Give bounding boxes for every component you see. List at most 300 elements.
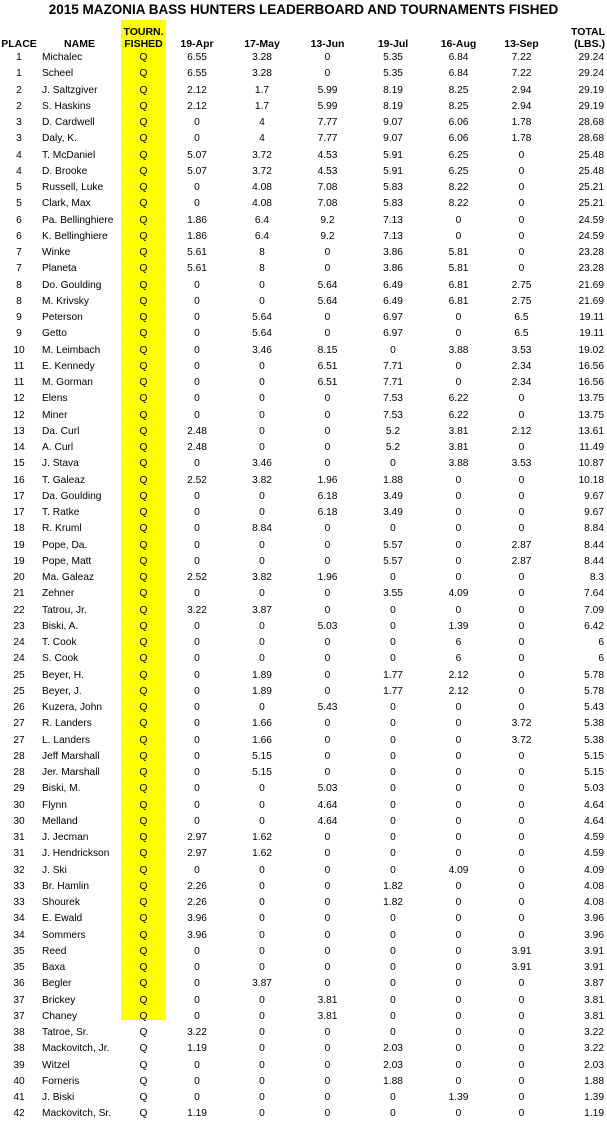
name-cell: E. Ewald [42,913,83,925]
place-cell: 36 [13,978,25,990]
date-5-cell: 4.09 [448,588,469,600]
date-1-cell: 0 [194,328,200,340]
fished-cell: Q [139,133,148,145]
date-1-cell: 2.97 [187,832,207,843]
date-2-cell: 0 [259,490,265,502]
total-cell: 5.15 [584,767,604,778]
date-5-cell: 3.81 [448,425,469,437]
date-6-cell: 2.87 [511,539,532,551]
date-6-cell: 0 [518,393,525,405]
date-2-cell: 0 [259,620,265,632]
name-cell: Clark, Max [42,198,91,210]
date-6-cell: 3.72 [511,718,532,730]
name-cell: Scheel [42,68,74,80]
place-cell: 3 [16,117,22,128]
name-cell: M. Gorman [42,377,93,388]
name-cell: Mackovitch, Jr. [42,1043,110,1055]
place-cell: 4 [16,149,22,161]
date-5-cell: 0 [455,328,462,340]
table-row [0,1058,607,1074]
total-cell: 28.68 [578,117,604,128]
table-row [0,50,607,66]
fished-cell: Q [139,1108,148,1120]
place-cell: 27 [13,734,25,746]
table-row [0,619,607,635]
fished-cell: Q [139,945,148,957]
fished-cell: Q [139,507,148,518]
date-1-cell: 5.61 [187,247,207,258]
place-cell: 1 [16,68,22,80]
date-4-cell: 0 [390,799,396,811]
header-date-4: 19-Jul [377,38,409,50]
fished-cell: Q [139,214,148,226]
date-6-cell: 0 [518,799,525,811]
date-6-cell: 0 [518,783,525,795]
date-2-cell: 5.15 [252,750,272,762]
date-6-cell: 0 [518,409,525,421]
date-3-cell: 5.03 [317,783,338,795]
date-1-cell: 0 [194,1075,200,1087]
total-cell: 19.11 [579,312,604,323]
table-row [0,245,607,261]
date-3-cell: 0 [324,929,331,941]
date-2-cell: 0 [259,360,265,372]
total-cell: 29.19 [578,84,604,96]
date-6-cell: 0 [518,637,525,648]
date-5-cell: 0 [455,507,462,518]
name-cell: Melland [42,815,78,827]
date-3-cell: 0 [324,880,331,892]
name-cell: R. Landers [42,718,92,730]
fished-cell: Q [139,897,148,908]
date-1-cell: 0 [194,133,200,145]
date-4-cell: 5.57 [383,555,403,567]
place-cell: 13 [13,425,25,437]
date-2-cell: 1.62 [252,832,272,843]
date-6-cell: 0 [518,897,525,908]
name-cell: Planeta [42,263,77,275]
date-1-cell: 0 [194,393,200,405]
place-cell: 26 [13,702,25,713]
place-cell: 31 [13,832,25,843]
date-1-cell: 0 [194,702,200,713]
date-1-cell: 0 [194,312,200,323]
total-cell: 4.64 [584,799,604,811]
date-6-cell: 0 [518,263,525,275]
place-cell: 14 [13,442,25,453]
table-row [0,586,607,602]
date-2-cell: 0 [259,1059,265,1071]
name-cell: M. Leimbach [42,344,101,356]
date-1-cell: 0 [194,978,200,990]
date-6-cell: 0 [518,1075,525,1087]
date-1-cell: 0 [194,117,200,128]
total-cell: 5.15 [584,750,604,762]
date-4-cell: 0 [390,832,396,843]
place-cell: 6 [16,214,22,226]
date-5-cell: 6.25 [448,149,469,161]
date-3-cell: 7.08 [317,198,338,210]
date-3-cell: 7.77 [317,133,338,145]
date-3-cell: 0 [324,263,331,275]
date-1-cell: 0 [194,198,200,210]
name-cell: Tatrou, Jr. [42,604,87,616]
place-cell: 30 [13,799,25,811]
total-cell: 4.64 [584,815,604,827]
date-1-cell: 0 [194,377,200,388]
date-6-cell: 7.22 [511,68,532,80]
name-cell: Zehner [42,588,75,600]
total-cell: 3.87 [584,978,604,990]
date-5-cell: 0 [455,312,462,323]
date-6-cell: 3.91 [511,945,532,957]
date-5-cell: 6.25 [448,165,469,177]
date-1-cell: 0 [194,653,200,665]
date-5-cell: 6 [455,637,462,648]
date-5-cell: 0 [455,1059,462,1071]
date-4-cell: 3.49 [383,507,403,518]
total-cell: 3.96 [584,913,604,925]
date-2-cell: 3.72 [252,149,272,161]
fished-cell: Q [139,572,148,583]
date-5-cell: 5.81 [448,247,469,258]
date-4-cell: 0 [390,458,396,470]
total-cell: 11.49 [579,442,604,453]
date-3-cell: 0 [324,669,331,681]
date-1-cell: 2.12 [187,100,207,112]
date-4-cell: 0 [390,702,396,713]
date-1-cell: 2.52 [187,474,207,486]
date-2-cell: 0 [259,507,265,518]
total-cell: 1.19 [584,1108,604,1120]
date-1-cell: 0 [194,994,200,1006]
date-4-cell: 9.07 [383,117,403,128]
total-cell: 23.28 [578,263,604,275]
date-3-cell: 1.96 [317,474,338,486]
date-6-cell: 0 [518,490,525,502]
total-cell: 25.21 [578,198,604,210]
date-3-cell: 4.64 [317,815,338,827]
date-2-cell: 0 [259,880,265,892]
name-cell: J. Saltzgiver [42,84,98,96]
name-cell: T. Galeaz [42,474,86,486]
date-4-cell: 0 [390,945,396,957]
table-row [0,375,607,391]
date-6-cell: 0 [518,247,525,258]
date-4-cell: 3.49 [383,490,403,502]
date-6-cell: 0 [518,929,525,941]
name-cell: S. Haskins [42,100,91,112]
date-6-cell: 0 [518,507,525,518]
name-cell: A. Curl [42,442,74,453]
date-1-cell: 0 [194,409,200,421]
date-3-cell: 0 [324,312,331,323]
fished-cell: Q [139,1027,148,1038]
name-cell: J. Hendrickson [42,848,110,860]
date-6-cell: 2.94 [511,100,532,112]
fished-cell: Q [139,750,148,762]
total-cell: 29.24 [578,68,604,80]
date-2-cell: 0 [259,555,265,567]
place-cell: 35 [13,945,25,957]
name-cell: Tatroe, Sr. [42,1027,89,1038]
fished-cell: Q [139,913,148,925]
date-5-cell: 8.22 [448,182,469,193]
date-5-cell: 0 [455,230,462,242]
date-1-cell: 3.22 [187,604,207,616]
date-2-cell: 4 [259,133,265,145]
table-row [0,781,607,797]
place-cell: 17 [13,507,25,518]
date-4-cell: 0 [390,718,396,730]
name-cell: S. Cook [42,653,79,665]
date-2-cell: 0 [259,945,265,957]
date-2-cell: 0 [259,425,265,437]
fished-cell: Q [139,767,148,778]
table-row [0,131,607,147]
fished-cell: Q [139,669,148,681]
table-row [0,1009,607,1025]
date-2-cell: 0 [259,588,265,600]
date-3-cell: 0 [324,767,331,778]
date-5-cell: 2.12 [448,669,469,681]
table-row [0,473,607,489]
date-3-cell: 3.81 [317,1010,338,1022]
name-cell: Pope, Da. [42,539,88,551]
date-3-cell: 0 [324,897,331,908]
fished-cell: Q [139,68,148,80]
place-cell: 34 [13,929,25,941]
date-2-cell: 0 [259,279,265,291]
fished-cell: Q [139,978,148,990]
date-6-cell: 0 [518,1108,525,1120]
date-3-cell: 0 [324,1108,331,1120]
date-6-cell: 0 [518,198,525,210]
place-cell: 8 [16,295,22,307]
date-3-cell: 0 [324,442,331,453]
fished-cell: Q [139,247,148,258]
date-3-cell: 5.64 [317,295,338,307]
date-1-cell: 0 [194,767,200,778]
date-4-cell: 0 [390,929,396,941]
date-5-cell: 0 [455,702,462,713]
date-6-cell: 0 [518,880,525,892]
place-cell: 15 [13,458,25,470]
date-1-cell: 1.86 [187,214,207,226]
date-4-cell: 6.97 [383,328,403,340]
name-cell: D. Cardwell [42,117,95,128]
total-cell: 24.59 [578,230,604,242]
fished-cell: Q [139,539,148,551]
table-row [0,911,607,927]
name-cell: J. Ski [42,864,67,876]
header-place: PLACE [1,38,37,50]
date-2-cell: 0 [259,702,265,713]
date-3-cell: 0 [324,458,331,470]
date-5-cell: 0 [455,978,462,990]
date-2-cell: 0 [259,864,265,876]
header-total [553,20,607,50]
name-cell: R. Kruml [42,523,82,535]
fished-cell: Q [139,815,148,827]
name-cell: J. Jecman [42,832,89,843]
date-4-cell: 1.82 [383,880,403,892]
date-3-cell: 6.18 [317,507,338,518]
date-6-cell: 0 [518,848,525,860]
date-5-cell: 0 [455,848,462,860]
place-cell: 21 [13,588,25,600]
header-tourn-fished [121,20,166,50]
date-1-cell: 0 [194,945,200,957]
date-2-cell: 3.87 [252,978,272,990]
date-4-cell: 1.77 [383,685,403,697]
fished-cell: Q [139,263,148,275]
date-4-cell: 6.49 [383,295,403,307]
header-tourn-line1: TOURN. [123,26,164,38]
table-row [0,83,607,99]
date-4-cell: 1.82 [383,897,403,908]
name-cell: Kuzera, John [42,702,103,713]
table-row [0,148,607,164]
name-cell: Peterson [42,312,83,323]
name-cell: T. Cook [42,637,77,648]
total-cell: 9.67 [584,507,604,518]
date-3-cell: 0 [324,409,331,421]
date-4-cell: 0 [390,637,396,648]
table-row [0,408,607,424]
place-cell: 17 [13,490,25,502]
date-6-cell: 0 [518,832,525,843]
fished-cell: Q [139,474,148,486]
date-1-cell: 6.55 [187,68,207,80]
table-row [0,310,607,326]
date-2-cell: 5.64 [252,312,272,323]
table-row [0,733,607,749]
date-1-cell: 2.48 [187,442,207,453]
table-row [0,1041,607,1057]
date-5-cell: 0 [455,523,462,535]
date-3-cell: 9.2 [320,214,335,226]
table-row [0,456,607,472]
date-3-cell: 0 [324,52,331,63]
date-1-cell: 0 [194,962,200,973]
fished-cell: Q [139,864,148,876]
total-cell: 8.84 [584,523,604,535]
date-2-cell: 3.46 [252,458,272,470]
table-row [0,716,607,732]
date-4-cell: 0 [390,815,396,827]
date-2-cell: 0 [259,1108,265,1120]
date-2-cell: 0 [259,897,265,908]
date-3-cell: 0 [324,425,331,437]
place-cell: 9 [16,328,22,340]
place-cell: 27 [13,718,25,730]
header-tourn-line2: FISHED [124,38,163,50]
date-6-cell: 0 [518,230,525,242]
table-row [0,196,607,212]
date-3-cell: 6.51 [317,377,338,388]
date-5-cell: 0 [455,767,462,778]
total-cell: 5.43 [584,702,604,713]
fished-cell: Q [139,1043,148,1055]
date-1-cell: 0 [194,685,200,697]
date-1-cell: 5.61 [187,263,207,275]
place-cell: 28 [13,767,25,778]
date-6-cell: 0 [518,1010,525,1022]
total-cell: 16.56 [578,360,604,372]
place-cell: 18 [13,523,25,535]
table-row [0,424,607,440]
date-1-cell: 0 [194,669,200,681]
date-4-cell: 9.07 [383,133,403,145]
date-2-cell: 3.72 [252,165,272,177]
table-row [0,830,607,846]
total-cell: 5.03 [584,783,604,795]
fished-cell: Q [139,425,148,437]
date-1-cell: 0 [194,539,200,551]
date-5-cell: 1.39 [448,1092,469,1103]
date-3-cell: 0 [324,393,331,405]
date-2-cell: 3.87 [252,604,272,616]
total-cell: 1.88 [584,1075,604,1087]
date-1-cell: 0 [194,490,200,502]
date-3-cell: 0 [324,1027,331,1038]
table-row [0,554,607,570]
date-5-cell: 0 [455,815,462,827]
date-3-cell: 5.03 [317,620,338,632]
name-cell: Daly, K. [42,133,77,145]
place-cell: 3 [16,133,22,145]
fished-cell: Q [139,604,148,616]
total-cell: 19.02 [578,344,604,356]
place-cell: 40 [13,1075,25,1087]
name-cell: Beyer, J. [42,685,82,697]
date-5-cell: 5.81 [448,263,469,275]
total-cell: 3.91 [584,945,604,957]
date-4-cell: 0 [390,620,396,632]
place-cell: 5 [16,198,22,210]
total-cell: 4.08 [584,880,604,892]
total-cell: 21.69 [578,295,604,307]
date-3-cell: 0 [324,978,331,990]
date-6-cell: 1.78 [511,117,532,128]
date-2-cell: 0 [259,1075,265,1087]
place-cell: 25 [13,685,25,697]
total-cell: 4.08 [584,897,604,908]
date-1-cell: 0 [194,523,200,535]
date-3-cell: 0 [324,945,331,957]
total-cell: 5.38 [584,734,604,746]
place-cell: 35 [13,962,25,973]
date-3-cell: 5.99 [317,100,338,112]
date-5-cell: 0 [455,555,462,567]
date-1-cell: 1.86 [187,230,207,242]
date-4-cell: 0 [390,848,396,860]
date-2-cell: 4.08 [252,182,272,193]
date-3-cell: 5.64 [317,279,338,291]
place-cell: 20 [13,572,25,583]
date-5-cell: 0 [455,783,462,795]
date-3-cell: 7.08 [317,182,338,193]
name-cell: Brickey [42,994,76,1006]
total-cell: 5.78 [584,669,604,681]
date-3-cell: 0 [324,1043,331,1055]
date-4-cell: 8.19 [383,100,403,112]
date-1-cell: 0 [194,815,200,827]
date-5-cell: 6.22 [448,393,469,405]
table-row [0,489,607,505]
date-1-cell: 0 [194,360,200,372]
